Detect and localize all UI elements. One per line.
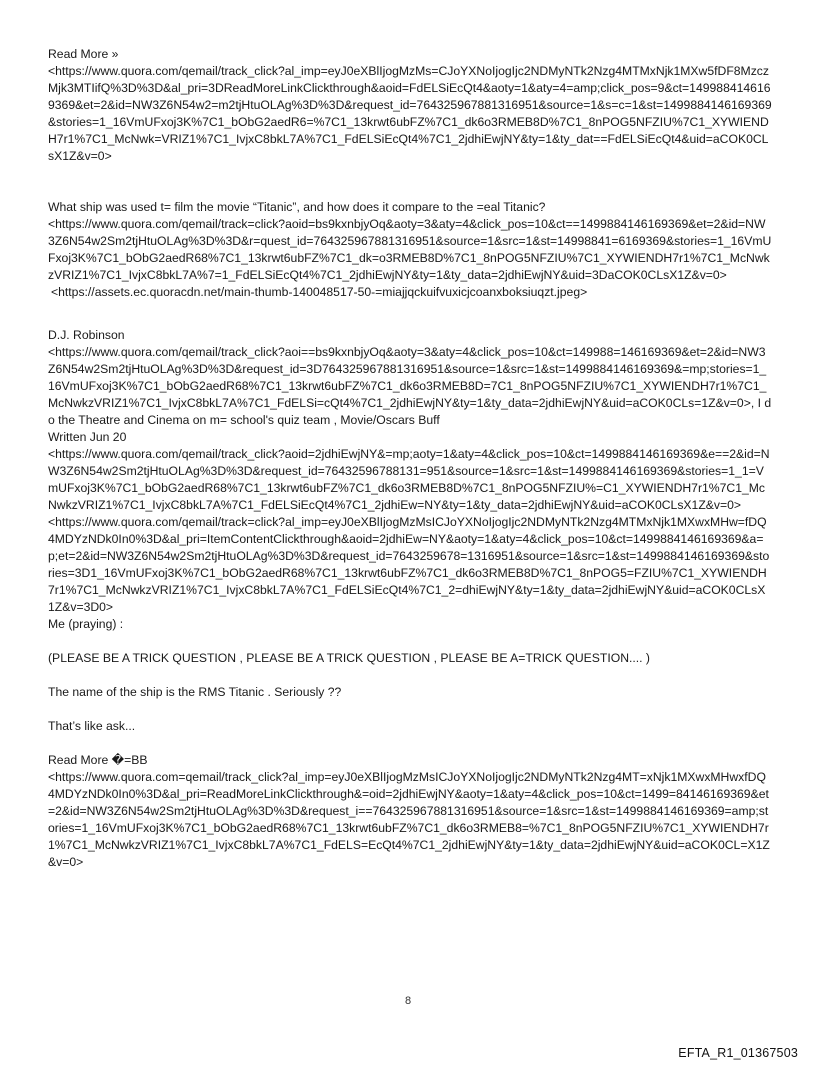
answer-text-name: The name of the ship is the RMS Titanic . Seriously ??	[48, 685, 342, 699]
spacer	[48, 701, 772, 718]
email-body	[48, 46, 772, 871]
spacer	[48, 667, 772, 684]
read-more-link[interactable]: Read More »	[48, 47, 119, 61]
spacer	[48, 735, 772, 752]
read-more-url[interactable]: <https://www.quora.com=qemail/track_click?al_imp=eyJ0eXBlIjogMzMsICJoYXNoIjogIjc2NDMyNTk2Nzg4MT=xNjk1MXwxMHwxfDQ4MDYzNDk0In0%3D&al_pri=ReadMoreLinkClickthrough&=oid=2jdhiEwjNY&aoty=1&aty=4&click_pos=10&ct=1499=84146169369&et=2&id=NW3Z6N54w2Sm2tjHtuOLAg%3D%3D&request_i==764325967881316951&source=1&src=1&st=1499884146169369=amp;stories=1_16VmUFxoj3K%7C1_bObG2aedR68%7C1_13krwt6ubFZ%7C1_dk6o3RMEB8=%7C1_8nPOG5NFZIU%7C1_XYWIENDH7r1%7C1_McNwkzVRIZ1%7C1_IvjxC8bkL7A%7C1_FdELS=EcQt4%7C1_2jdhiEwjNY&ty=1&ty_data=2jdhiEwjNY&uid=aCOK0CL=X1Z&v=0>	[48, 770, 770, 869]
spacer	[48, 165, 772, 199]
author-name[interactable]: D.J. Robinson	[48, 328, 125, 342]
written-date: Written Jun 20	[48, 430, 127, 444]
answer-text-plea: (PLEASE BE A TRICK QUESTION , PLEASE BE A TRICK QUESTION , PLEASE BE A=TRICK QUESTION.... )	[48, 651, 650, 665]
item-content-url[interactable]: <https://www.quora.com/qemail/track=click?al_imp=eyJ0eXBlIjogMzMsICJoYXNoIjogIjc2NDMyNTk2Nzg4MTMxNjk1MXwxMHw=fDQ4MDYzNDk0In0%3D&al_pri=ItemContentClickthrough&aoid=2jdhiEw=NY&aoty=1&aty=4&click_pos=10&ct=1499884146169369&a=p;et=2&id=NW3Z6N54w2Sm2tjHtuOLAg%3D%3D&request_id=7643259678=1316951&source=1&src=1&st=1499884146169369&stories=3D1_16VmUFxoj3K%7C1_bObG2aedR68%7C1_13krwt6ubFZ%7C1_dk6o3RMEB8D%7C1_8nPOG5=FZIU%7C1_XYWIENDH7r1%7C1_McNwkzVRIZ1%7C1_IvjxC8bkL7A%7C1_FdELSiEcQt4%7C1_2=dhiEwjNY&ty=1&ty_data=2jdhiEwjNY&uid=aCOK0CLsX1Z&v=3D0>	[48, 515, 770, 614]
answer-text-intro: Me (praying) :	[48, 617, 124, 631]
thumbnail-url[interactable]: <https://assets.ec.quoracdn.net/main-thumb-140048517-50-=miajjqckuifvuxicjcoanxboksiuqzt.jpeg>	[51, 285, 588, 299]
question-title[interactable]: What ship was used t= film the movie “Titanic”, and how does it compare to the =eal Titanic?	[48, 200, 546, 214]
author-url[interactable]: <https://www.quora.com/qemail/track_click?aoi==bs9kxnbjyOq&aoty=3&aty=4&click_pos=10&ct=149988=146169369&et=2&id=NW3Z6N54w2Sm2tjHtuOLAg%3D%3D&request_id=3D764325967881316951&source=1&src=1&st=1499884146169369&=mp;stories=1_16VmUFxoj3K%7C1_bObG2aedR68%7C1_13krwt6ubFZ%7C1_dk6o3RMEB8D=7C1_8nPOG5NFZIU%7C1_XYWIENDH7r1%7C1_McNwkzVRIZ1%7C1_IvjxC8bkL7A%7C1_FdELSi=cQt4%7C1_2jdhiEwjNY&ty=1&ty_data=2jdhiEwjNY&uid=aCOK0CLs=1Z&v=0>	[48, 345, 767, 410]
author-bio: , I do the Theatre and Cinema on m= school's quiz team , Movie/Oscars Buff	[48, 396, 772, 427]
answer-text-ask: That’s like ask...	[48, 719, 136, 733]
answer-url[interactable]: <https://www.quora.com/qemail/track_click?aoid=2jdhiEwjNY&=mp;aoty=1&aty=4&click_pos=10&ct=1499884146169369&e==2&id=NW3Z6N54w2Sm2tjHtuOLAg%3D%3D&request_id=76432596788131=951&source=1&src=1&st=1499884146169369&stories=1_1=VmUFxoj3K%7C1_bObG2aedR68%7C1_13krwt6ubFZ%7C1_dk6o3RMEB8D%7C1_8nPOG5NFZIU%=C1_XYWIENDH7r1%7C1_McNwkzVRIZ1%7C1_IvjxC8bkL7A%7C1_FdELSiEcQt4%7C1_2jdhiEw=NY&ty=1&ty_data=2jdhiEwjNY&uid=aCOK0CLsX1Z&v=0>	[48, 447, 770, 512]
author-bio-line	[48, 344, 772, 429]
page-number: 8	[404, 995, 412, 1007]
spacer	[48, 633, 772, 650]
read-more-link[interactable]: Read More �=BB	[48, 753, 148, 767]
spacer	[48, 301, 772, 327]
document-id: EFTA_R1_01367503	[678, 1046, 798, 1060]
question-url[interactable]: <https://www.quora.com/qemail/track=click?aoid=bs9kxnbjyOq&aoty=3&aty=4&click_pos=10&ct==1499884146169369&et=2&id=NW3Z6N54w2Sm2tjHtuOLAg%3D%3D&r=quest_id=764325967881316951&source=1&src=1&st=14998841=6169369&stories=1_16VmUFxoj3K%7C1_bObG2aedR68%7C1_13krwt6ubFZ%7C1_dk=o3RMEB8D%7C1_8nPOG5NFZIU%7C1_XYWIENDH7r1%7C1_McNwkzVRIZ1%7C1_IvjxC8bkL7A%7=1_FdELSiEcQt4%7C1_2jdhiEwjNY&ty=1&ty_data=2jdhiEwjNY&uid=3DaCOK0CLsX1Z&v=0>	[48, 217, 772, 282]
tracking-url[interactable]: <https://www.quora.com/qemail/track_click?al_imp=eyJ0eXBlIjogMzMs=CJoYXNoIjogIjc2NDMyNTk2Nzg4MTMxNjk1MXw5fDF8MzczMjk3MTIifQ%3D%3D&al_pri=3DReadMoreLinkClickthrough&aoid=FdELSiEcQt4&aoty=1&aty=4=amp;click_pos=9&ct=1499884146169369&et=2&id=NW3Z6N54w2=m2tjHtuOLAg%3D%3D&request_id=764325967881316951&source=1&s=c=1&st=1499884146169369&stories=1_16VmUFxoj3K%7C1_bObG2aedR6=%7C1_13krwt6ubFZ%7C1_dk6o3RMEB8D%7C1_8nPOG5NFZIU%7C1_XYWIENDH7r1%7C1_McNwk=VRIZ1%7C1_IvjxC8bkL7A%7C1_FdELSiEcQt4%7C1_2jdhiEwjNY&ty=1&ty_dat==FdELSiEcQt4&uid=aCOK0CLsX1Z&v=0>	[48, 64, 772, 163]
